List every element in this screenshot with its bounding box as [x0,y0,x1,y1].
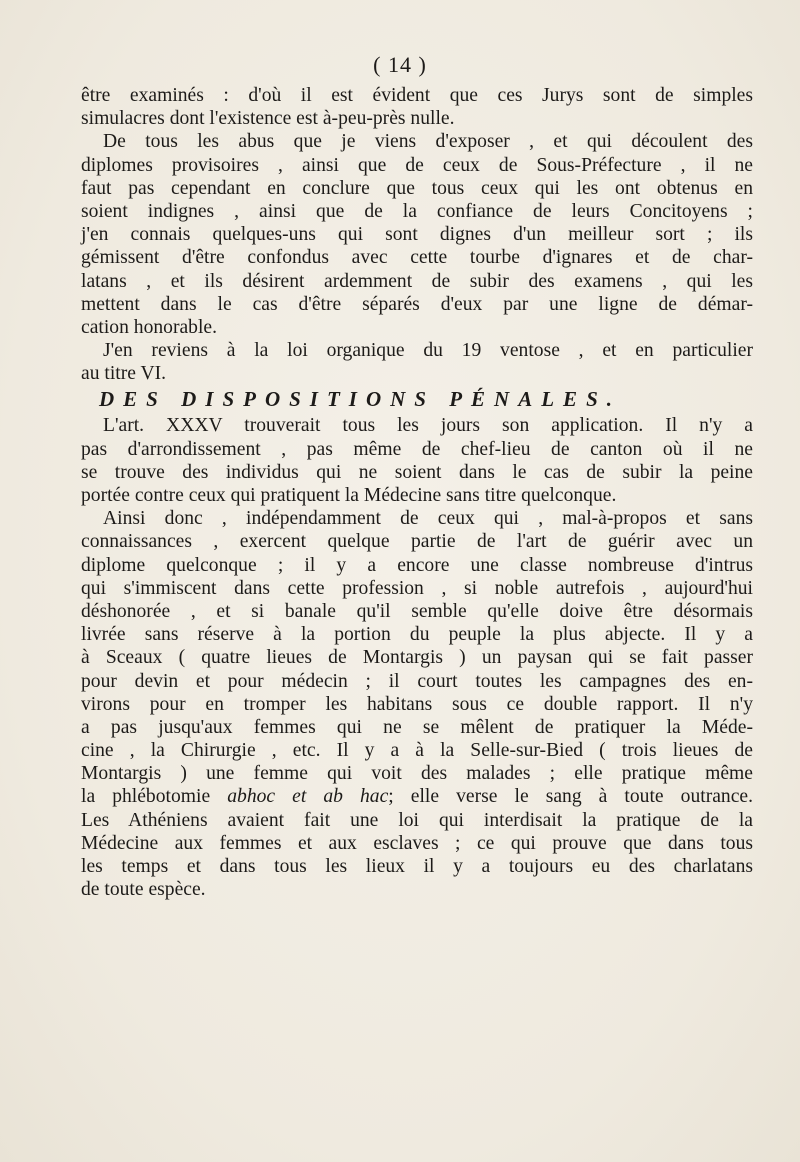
text-line: Montargis ) une femme qui voit des malades ; elle pratique même [81,763,753,785]
text-line: Ainsi donc , indépendamment de ceux qui , mal-à-propos et sans [103,508,753,530]
text-line: faut pas cependant en conclure que tous ceux qui les ont obtenus en [81,177,753,199]
text-line: à Sceaux ( quatre lieues de Montargis ) un paysan qui se fait passer [81,647,753,669]
text-line: qui s'immiscent dans cette profession , si noble autrefois , aujourd'hui [81,577,753,599]
text-line-mixed [81,785,753,808]
text-fragment: la phlébotomie [81,786,211,808]
text-line: livrée sans réserve à la portion du peuple la plus abjecte. Il y a [81,624,753,646]
text-line: de toute espèce. [81,879,206,901]
text-line: J'en reviens à la loi organique du 19 ventose , et en particulier [103,340,753,362]
text-line: se trouve des individus qui ne soient dans le cas de subir la peine [81,461,753,483]
text-line: latans , et ils désirent ardemment de subir des examens , qui les [81,270,753,292]
page-number: ( 14 ) [373,52,427,77]
text-line: déshonorée , et si banale qu'il semble qu'elle doive être désormais [81,600,753,622]
text-line: cine , la Chirurgie , etc. Il y a à la Selle-sur-Bied ( trois lieues de [81,740,753,762]
text-line: au titre VI. [81,363,167,385]
text-line: cation honorable. [81,316,218,338]
text-line: être examinés : d'où il est évident que ces Jurys sont de simples [81,85,753,106]
text-line: connaissances , exercent quelque partie de l'art de guérir avec un [81,531,753,553]
text-line: Les Athéniens avaient fait une loi qui interdisait la pratique de la [81,809,753,831]
text-fragment: ; elle verse le sang à toute outrance. [388,786,754,808]
text-line: pas d'arrondissement , pas même de chef-lieu de canton où il ne [81,438,753,460]
text-line: j'en connais quelques-uns qui sont dignes d'un meilleur sort ; ils [81,224,753,246]
text-line: De tous les abus que je viens d'exposer , et qui découlent des [103,131,753,153]
body-text [81,84,753,901]
section-heading: DES DISPOSITIONS PÉNALES. [99,387,621,412]
text-line: virons pour en tromper les habitans sous ce double rapport. Il n'y [81,693,753,715]
text-line: Médecine aux femmes et aux esclaves ; ce qui prouve que dans tous [81,832,753,854]
latin-phrase: abhoc et ab hac [227,786,389,808]
text-line: L'art. XXXV trouverait tous les jours son application. Il n'y a [103,415,753,437]
text-line: mettent dans le cas d'être séparés d'eux par une ligne de démar- [81,293,753,315]
text-line: a pas jusqu'aux femmes qui ne se mêlent de pratiquer la Méde- [81,716,753,738]
text-line: les temps et dans tous les lieux il y a toujours eu des charlatans [81,856,753,877]
text-line: pour devin et pour médecin ; il court toutes les campagnes des en- [81,670,753,692]
text-line: diplomes provisoires , ainsi que de ceux de Sous-Préfecture , il ne [81,154,753,176]
text-line: gémissent d'être confondus avec cette tourbe d'ignares et de char- [81,247,753,269]
text-line: portée contre ceux qui pratiquent la Médecine sans titre quelconque. [81,485,617,506]
text-line: diplome quelconque ; il y a encore une classe nombreuse d'intrus [81,554,753,576]
text-line: simulacres dont l'existence est à-peu-près nulle. [81,108,455,130]
text-line: soient indignes , ainsi que de la confiance de leurs Concitoyens ; [81,200,753,222]
